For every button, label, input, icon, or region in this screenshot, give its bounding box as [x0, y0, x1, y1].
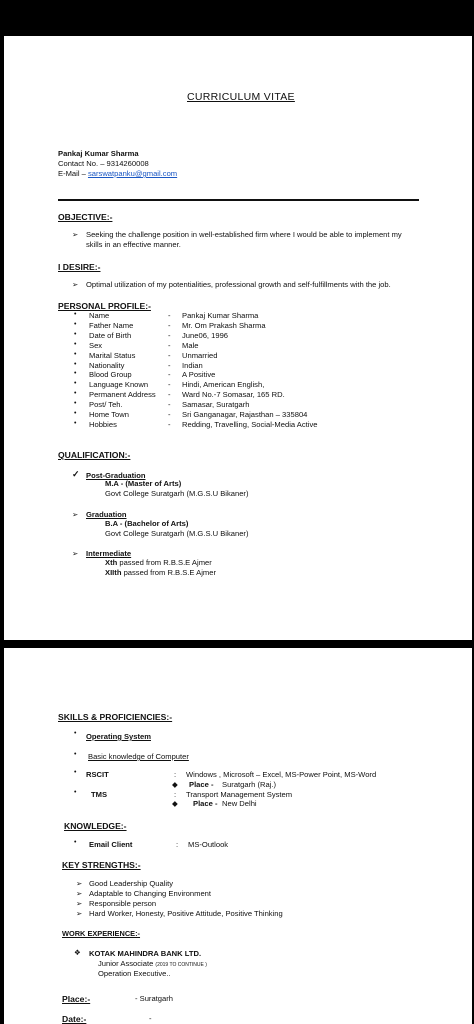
profile-value: Indian [182, 360, 203, 370]
profile-bullet: • [74, 410, 77, 417]
grad-college: Govt College Suratgarh (M.G.S.U Bikaner) [105, 529, 249, 538]
profile-separator: - [168, 350, 171, 360]
profile-label: Marital Status [89, 350, 136, 360]
rscit-colon: : [174, 770, 177, 779]
work-role: Junior Associate (2019 TO CONTINUE ) [98, 959, 207, 968]
profile-bullet: • [74, 320, 77, 328]
objective-bullet: ➢ [72, 230, 79, 239]
knowledge-bullet: • [74, 839, 77, 846]
strength-item: Adaptable to Changing Environment [89, 888, 212, 898]
grad-degree: B.A - (Bachelor of Arts) [105, 519, 189, 528]
profile-bullet: • [74, 370, 77, 378]
profile-value: Ward No.-7 Somasar, 165 RD. [182, 390, 285, 400]
work-mark-icon: ❖ [74, 948, 81, 957]
place-label: Place:- [62, 994, 91, 1004]
skills-bullet: • [74, 789, 77, 796]
profile-heading: PERSONAL PROFILE:- [58, 301, 151, 311]
rscit-value: Windows , Microsoft – Excel, MS-Power Point, MS-Word [186, 770, 377, 779]
profile-label: Home Town [89, 410, 129, 419]
profile-value: Hindi, American English, [182, 380, 265, 390]
profile-bullet: • [74, 360, 77, 368]
profile-label: Sex [89, 340, 103, 350]
inter-mark: ➢ [72, 549, 79, 558]
desire-bullet: ➢ [72, 280, 79, 289]
profile-label: Father Name [89, 320, 134, 330]
profile-bullet: • [74, 400, 77, 408]
knowledge-heading: KNOWLEDGE:- [64, 821, 127, 831]
inter-xiith: XIIth passed from R.B.S.E Ajmer [105, 568, 216, 577]
profile-label: Date of Birth [89, 330, 132, 340]
profile-value: Sri Ganganagar, Rajasthan – 335804 [182, 410, 308, 419]
candidate-name: Pankaj Kumar Sharma [58, 149, 139, 158]
cv-page-2 [4, 648, 472, 1024]
profile-value: Mr. Om Prakash Sharma [182, 320, 266, 330]
rscit-label: RSCIT [86, 770, 109, 779]
profile-value: Unmarried [182, 350, 218, 360]
skills-bullet: • [74, 769, 77, 776]
profile-bullet: • [74, 380, 77, 388]
contact-number: Contact No. – 9314260008 [58, 159, 149, 168]
tms-colon: : [174, 790, 177, 799]
profile-separator: - [168, 410, 171, 419]
basic-knowledge: Basic knowledge of Computer [88, 752, 189, 761]
profile-bullet: • [74, 390, 77, 398]
email-link[interactable]: sarswatpanku@gmail.com [87, 169, 178, 178]
tms-label: TMS [91, 790, 108, 799]
profile-value: Samasar, Suratgarh [182, 400, 250, 410]
operating-system: Operating System [86, 732, 151, 741]
skills-bullet: • [74, 751, 77, 758]
profile-label: Blood Group [89, 370, 132, 380]
qualification-heading: QUALIFICATION:- [58, 450, 131, 460]
grad-mark: ➢ [72, 510, 79, 519]
strength-bullet: ➢ [76, 898, 83, 908]
rscit-place: Suratgarh (Raj.) [222, 780, 277, 789]
profile-value: Pankaj Kumar Sharma [182, 311, 259, 320]
profile-value: Redding, Travelling, Social-Media Active [182, 419, 318, 429]
work-company: KOTAK MAHINDRA BANK LTD. [89, 949, 202, 958]
profile-value: A Positive [182, 370, 216, 380]
cv-title: CURRICULUM VITAE [187, 91, 295, 103]
work-heading: WORK EXPERIENCE:- [62, 929, 141, 938]
strength-bullet: ➢ [76, 908, 83, 918]
profile-label: Permanent Address [89, 390, 156, 400]
place-value: - Suratgarh [135, 994, 173, 1003]
strength-item: Good Leadership Quality [89, 879, 174, 888]
rscit-place-label: Place - [189, 780, 214, 789]
date-value: - [149, 1014, 152, 1023]
profile-separator: - [168, 311, 171, 320]
profile-bullet: • [74, 419, 77, 427]
profile-bullet: • [74, 330, 77, 338]
inter-title: Intermediate [86, 549, 132, 558]
pg-title: Post-Graduation [86, 471, 146, 480]
profile-label: Post/ Teh. [89, 400, 123, 410]
skills-bullet: • [74, 730, 77, 737]
cv-page-1 [4, 36, 472, 640]
profile-label: Nationality [89, 360, 125, 370]
email-line [58, 169, 177, 179]
pg-mark: ✓ [72, 469, 80, 479]
pg-degree: M.A - (Master of Arts) [105, 479, 182, 488]
profile-separator: - [168, 419, 171, 429]
date-label: Date:- [62, 1014, 87, 1024]
tms-place-label: Place - [193, 799, 218, 808]
profile-separator: - [168, 340, 171, 350]
profile-label: Language Known [89, 380, 149, 390]
profile-separator: - [168, 390, 171, 400]
profile-value: Male [182, 340, 199, 350]
profile-label: Name [89, 311, 110, 320]
profile-bullet: • [74, 340, 77, 348]
strength-item: Hard Worker, Honesty, Positive Attitude, Positive Thinking [89, 908, 283, 918]
profile-separator: - [168, 360, 171, 370]
tms-place: New Delhi [222, 799, 257, 808]
strength-bullet: ➢ [76, 879, 83, 888]
desire-text: Optimal utilization of my potentialities, professional growth and self-fulfillments with the job. [86, 280, 391, 289]
profile-separator: - [168, 370, 171, 380]
pg-college: Govt College Suratgarh (M.G.S.U Bikaner) [105, 489, 249, 498]
work-role-2: Operation Executive.. [98, 969, 171, 978]
objective-text-2: skills in an effective manner. [86, 240, 181, 249]
email-client-colon: : [176, 840, 179, 849]
profile-separator: - [168, 320, 171, 330]
email-client-value: MS-Outlook [188, 840, 229, 849]
header-divider [58, 199, 419, 201]
inter-xth: Xth passed from R.B.S.E Ajmer [105, 558, 212, 567]
skills-heading: SKILLS & PROFICIENCIES:- [58, 712, 173, 722]
desire-heading: I DESIRE:- [58, 262, 101, 272]
diamond-icon: ◆ [172, 780, 178, 789]
strength-bullet: ➢ [76, 888, 83, 898]
profile-value: June06, 1996 [182, 330, 229, 340]
grad-title: Graduation [86, 510, 127, 519]
objective-heading: OBJECTIVE:- [58, 212, 113, 222]
profile-label: Hobbies [89, 419, 117, 429]
profile-separator: - [168, 330, 171, 340]
tms-value: Transport Management System [186, 790, 293, 799]
strengths-heading: KEY STRENGTHS:- [62, 860, 141, 870]
diamond-icon: ◆ [172, 799, 178, 808]
strength-item: Responsible person [89, 898, 157, 908]
profile-separator: - [168, 380, 171, 390]
email-label: E-Mail – [58, 169, 88, 178]
objective-text-1: Seeking the challenge position in well-established firm where I would be able to implement my [86, 230, 402, 239]
profile-bullet: • [74, 311, 77, 318]
email-client-label: Email Client [89, 840, 133, 849]
profile-bullet: • [74, 350, 77, 358]
profile-separator: - [168, 400, 171, 410]
